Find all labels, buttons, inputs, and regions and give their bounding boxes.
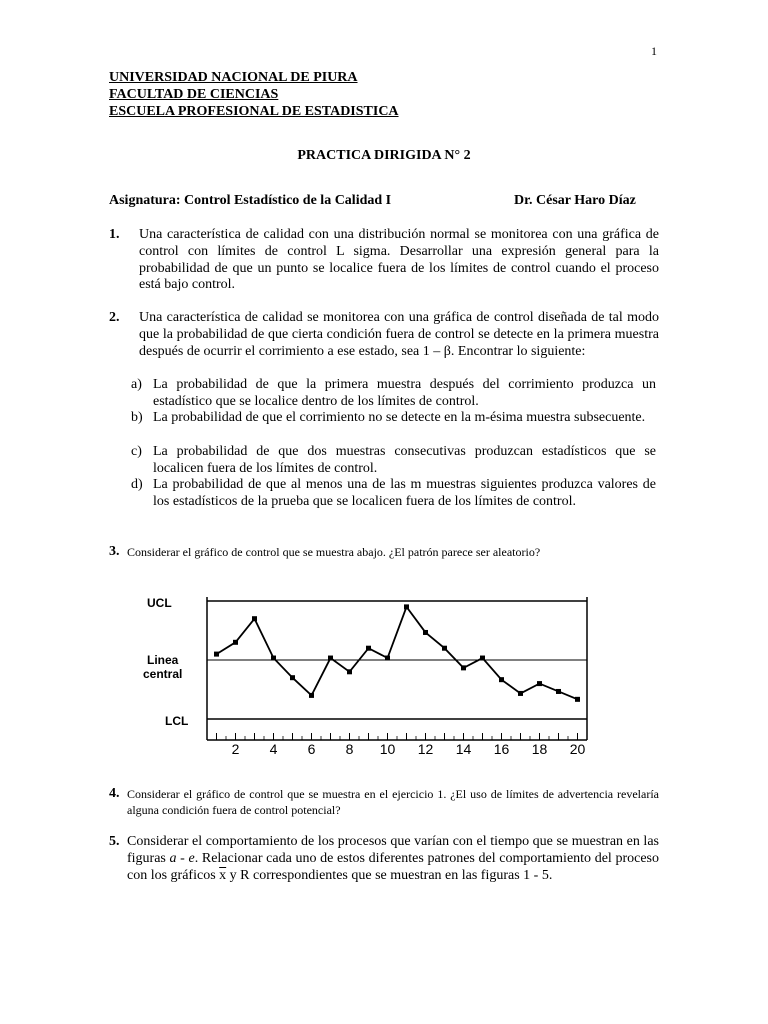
q5-dash: - [176, 850, 189, 866]
data-point [309, 693, 314, 698]
ucl-label: UCL [147, 596, 172, 610]
question-1-number: 1. [109, 227, 120, 242]
x-tick-label: 2 [231, 741, 240, 757]
x-tick-label: 16 [493, 741, 510, 757]
data-point [271, 656, 276, 661]
header-line-university: UNIVERSIDAD NACIONAL DE PIURA [109, 70, 358, 85]
data-point [442, 646, 447, 651]
control-chart-svg [125, 585, 595, 760]
data-point [423, 630, 428, 635]
x-tick-label: 10 [379, 741, 396, 757]
question-2-text: Una característica de calidad se monitorea con una gráfica de control diseñada de tal modo que la probabilidad de que cierta condición fuera de control se detecte en la primera muestra después de ocurrir el corrimiento a ese estado, sea 1 – β. Encontrar lo siguiente: [139, 310, 659, 359]
document-title: PRACTICA DIRIGIDA N° 2 [297, 148, 471, 163]
question-2-item-d [131, 477, 659, 529]
institution-header [109, 69, 399, 120]
data-point [537, 681, 542, 686]
q5-text-part2: . Relacionar cada uno de estos diferentes patrones del comportamiento del proceso con los gráficos [127, 850, 659, 883]
data-point [233, 640, 238, 645]
data-point [480, 656, 485, 661]
x-tick-label: 4 [269, 741, 278, 757]
page-number: 1 [651, 44, 657, 58]
item-label: d) [131, 477, 143, 492]
center-line-label-2: central [143, 667, 183, 681]
data-point [556, 689, 561, 694]
question-2-number: 2. [109, 310, 120, 325]
item-text: La probabilidad de que dos muestras consecutivas produzcan estadísticos que se localicen fuera de los límites de control. [153, 444, 656, 476]
data-point [575, 697, 580, 702]
item-text: La probabilidad de que la primera muestra después del corrimiento produzca un estadístico que se localice dentro de los límites de control. [153, 377, 656, 409]
q5-figure-a: a [169, 850, 177, 866]
header-line-faculty: FACULTAD DE CIENCIAS [109, 87, 279, 102]
data-point [385, 656, 390, 661]
q5-text-part3: y R correspondientes que se muestran en las figuras 1 - 5. [226, 867, 553, 883]
control-chart [125, 585, 595, 760]
data-point [518, 691, 523, 696]
q5-xbar: $\overline{x}$ [219, 867, 227, 883]
q5-figure-e: e [188, 850, 195, 866]
data-point [214, 652, 219, 657]
question-2-item-b [131, 410, 659, 444]
question-5-number: 5. [109, 834, 120, 849]
question-5-text [127, 834, 659, 884]
item-label: b) [131, 410, 143, 425]
data-point [404, 604, 409, 609]
professor-name: Dr. César Haro Díaz [514, 193, 636, 208]
subject-line: Asignatura: Control Estadístico de la Calidad I [109, 193, 392, 208]
data-point [347, 669, 352, 674]
item-text: La probabilidad de que el corrimiento no se detecte en la m-ésima muestra subsecuente. [153, 410, 646, 425]
data-point [461, 665, 466, 670]
data-point [366, 646, 371, 651]
q5-text-part1: Considerar el comportamiento de los procesos que varían con el tiempo que se muestran en las figuras [127, 834, 659, 866]
data-series-line [217, 607, 578, 699]
question-1-text: Una característica de calidad con una distribución normal se monitorea con una gráfica de control con límites de control L sigma. Desarrollar una expresión general para la probabilidad de que un punto se localice fuera de los límites de control cuando el proceso está bajo control. [139, 227, 659, 293]
item-label: a) [131, 377, 142, 392]
x-tick-label: 18 [531, 741, 548, 757]
center-line-label-1: Linea [147, 653, 179, 667]
data-point [499, 677, 504, 682]
lcl-label: LCL [165, 714, 189, 728]
data-point [328, 656, 333, 661]
x-tick-label: 12 [417, 741, 434, 757]
item-label: c) [131, 444, 142, 459]
item-text: La probabilidad de que al menos una de las m muestras siguientes produzca valores de los estadísticos de la prueba que se localicen fuera de los límites de control. [153, 477, 656, 509]
question-2-item-c [131, 444, 659, 478]
question-4-number: 4. [109, 786, 120, 801]
x-tick-label: 6 [307, 741, 316, 757]
question-3-number: 3. [109, 544, 120, 559]
data-point [252, 616, 257, 621]
question-3-text: Considerar el gráfico de control que se muestra abajo. ¿El patrón parece ser aleatorio? [127, 545, 541, 559]
question-2-item-a [131, 377, 659, 411]
data-point [290, 675, 295, 680]
x-tick-label: 20 [569, 741, 586, 757]
x-tick-label: 8 [345, 741, 354, 757]
x-tick-label: 14 [455, 741, 472, 757]
question-4-text: Considerar el gráfico de control que se muestra en el ejercicio 1. ¿El uso de límites de advertencia revelaría alguna condición fuera de control potencial? [127, 787, 659, 817]
header-line-school: ESCUELA PROFESIONAL DE ESTADISTICA [109, 104, 399, 119]
